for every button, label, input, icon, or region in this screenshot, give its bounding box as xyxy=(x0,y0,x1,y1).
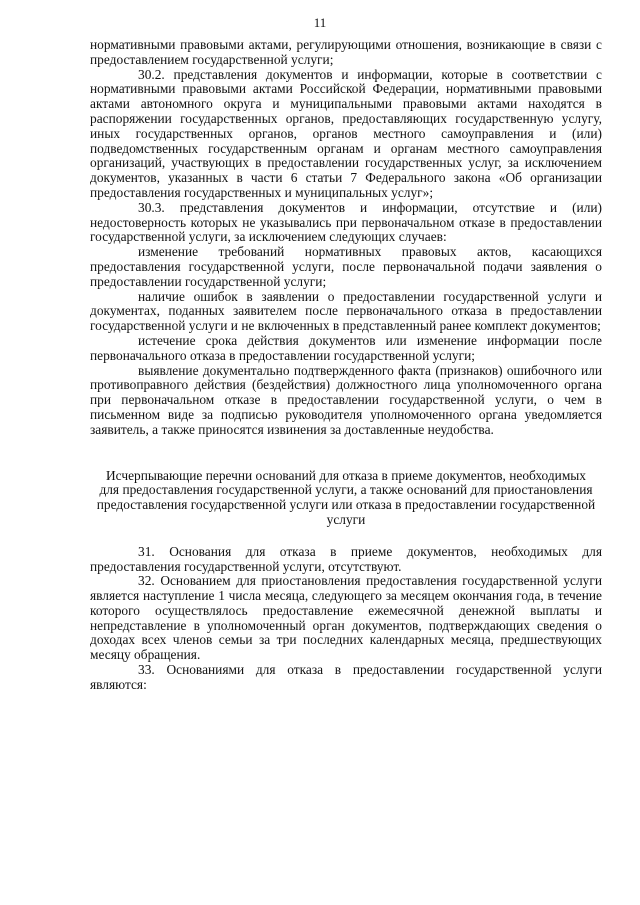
document-body xyxy=(90,38,602,693)
exception-item-1: изменение требований нормативных правовых актов, касающихся предоставления государственной услуги, после первоначальной подачи заявления о предоставлении государственной услуги; xyxy=(90,244,602,289)
paragraph-33: 33. Основаниями для отказа в предоставлении государственной услуги являются: xyxy=(90,662,602,692)
exception-item-4: выявление документально подтвержденного факта (признаков) ошибочного или противоправного действия (бездействия) должностного лица уполномоченного органа при первоначальном отказе в предоставлении государственной услуги, о чем в письменном виде за подписью руководителя уполномоченного органа уведомляется заявитель, а также приносятся извинения за доставленные неудобства. xyxy=(90,362,602,437)
paragraph-30-3: 30.3. представления документов и информации, отсутствие и (или) недостоверность которых не указывались при первоначальном отказе в предоставлении государственной услуги, за исключением следующих случаев: xyxy=(90,199,602,245)
paragraph-continuation: нормативными правовыми актами, регулирующими отношения, возникающие в связи с предоставлением государственной услуги; xyxy=(90,37,602,67)
paragraph-31: 31. Основания для отказа в приеме документов, необходимых для предоставления государственной услуги, отсутствуют. xyxy=(90,543,602,574)
paragraph-30-2: 30.2. представления документов и информации, которые в соответствии с нормативными правовыми актами Российской Федерации, нормативными правовыми актами автономного округа и муниципальными правовыми актами находятся в распоряжении государственных органов, предоставляющих государственную услугу, иных государственных органов, органов местного самоуправления и (или) подведомственных государственным органам и органам местного самоуправления организаций, участвующих в предоставлении государственных услуг, за исключением документов, указанных в части 6 статьи 7 Федерального закона «Об организации предоставления государственных и муниципальных услуг»; xyxy=(90,66,602,200)
exception-item-2: наличие ошибок в заявлении о предоставлении государственной услуги и документах, поданных заявителем после первоначального отказа в предоставлении государственной услуги и не включенных в представленный ранее комплект документов; xyxy=(90,288,602,334)
exception-item-3: истечение срока действия документов или изменение информации после первоначального отказа в предоставлении государственной услуги; xyxy=(90,332,602,363)
paragraph-32: 32. Основанием для приостановления предоставления государственной услуги является наступление 1 числа месяца, следующего за месяцем окончания года, в течение которого осуществлялось предоставление ежемесячной денежной выплаты и непредставление в уполномоченный орган документов, подтверждающих сведения о доходах всех членов семьи за три последних календарных месяца, предшествующих месяцу обращения. xyxy=(90,573,602,663)
section-heading: Исчерпывающие перечни оснований для отказа в приеме документов, необходимых для предоставления государственной услуги, а также оснований для приостановления предоставления государственной услуги или отказа в предоставлении государственной услуги xyxy=(96,467,596,527)
page-number: 11 xyxy=(313,15,327,30)
